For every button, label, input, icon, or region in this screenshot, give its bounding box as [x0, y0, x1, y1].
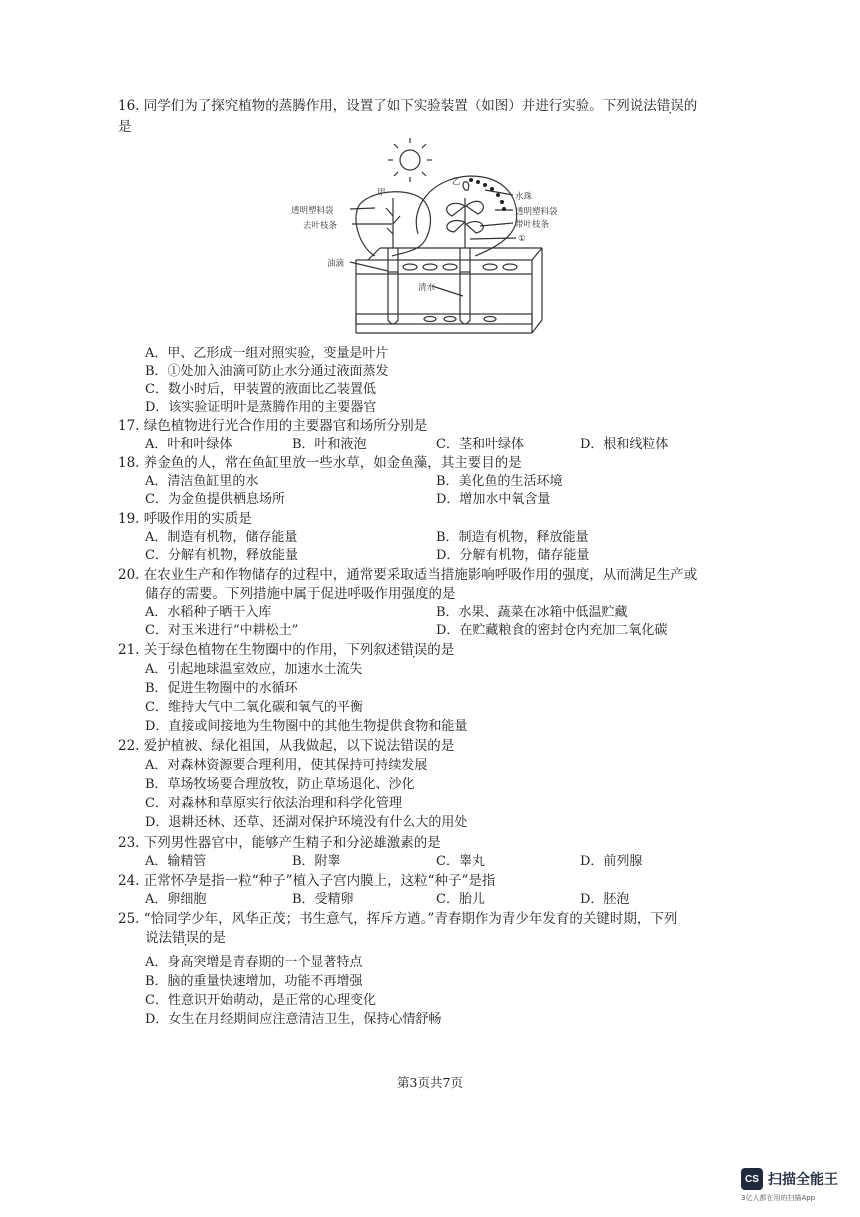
label-mark1: ①	[518, 234, 526, 244]
q20-option-a: A．水稻种子晒干入库	[145, 605, 272, 620]
label-bag-right: 透明塑料袋	[515, 207, 558, 217]
q18-option-b: B．美化鱼的生活环境	[436, 474, 563, 489]
question-19: 19. 呼吸作用的实质是	[118, 511, 252, 527]
q20-option-c: C．对玉米进行“中耕松土”	[145, 623, 299, 638]
q22-option-b: B．草场牧场要合理放牧，防止草场退化、沙化	[145, 777, 415, 792]
q23-option-d: D．前列腺	[580, 854, 643, 869]
emphasis-text: 错误	[400, 642, 428, 658]
label-water-drop: 水珠	[515, 192, 533, 202]
q25-option-c: C．性意识开始萌动，是正常的心理变化	[145, 993, 376, 1008]
q17-option-d: D．根和线粒体	[580, 437, 669, 452]
question-20: 20. 在农业生产和作物储存的过程中，通常要采取适当措施影响呼吸作用的强度，从而满足生产或	[118, 567, 698, 583]
q22-option-a: A．对森林资源要合理利用，使其保持可持续发展	[145, 758, 428, 773]
q24-option-b: B．受精卵	[292, 892, 354, 907]
question-20-cont: 储存的需要。下列措施中属于促进呼吸作用强度的是	[145, 586, 456, 602]
q25-option-b: B．脑的重量快速增加，功能不再增强	[145, 974, 363, 989]
q19-option-b: B．制造有机物，释放能量	[436, 530, 589, 545]
question-25: 25. “恰同学少年，风华正茂；书生意气，挥斥方遒。”青春期作为青少年发育的关键时期，下列	[118, 911, 678, 927]
q17-option-c: C．茎和叶绿体	[436, 437, 524, 452]
q16-option-d: D．该实验证明叶是蒸腾作用的主要器官	[145, 400, 377, 415]
q18-option-d: D．增加水中氧含量	[436, 492, 551, 507]
q21-option-a: A．引起地球温室效应，加速水土流失	[145, 662, 363, 677]
label-water: 清水	[418, 283, 436, 293]
q24-option-d: D．胚泡	[580, 892, 630, 907]
label-bag-left: 透明塑料袋	[291, 206, 334, 216]
question-25-cont: 说法错误的是	[145, 930, 226, 946]
transpiration-apparatus-figure	[280, 138, 600, 340]
q23-option-a: A．输精管	[145, 854, 207, 869]
label-jia: 甲	[377, 188, 386, 198]
q19-option-d: D．分解有机物，储存能量	[436, 548, 590, 563]
emphasis-text: 错误	[172, 930, 199, 946]
q23-option-c: C．睾丸	[436, 854, 485, 869]
q21-option-b: B．促进生物圈中的水循环	[145, 681, 298, 696]
q20-option-d: D．在贮藏粮食的密封仓内充加二氧化碳	[436, 623, 668, 638]
q19-option-a: A．制造有机物，储存能量	[145, 530, 298, 545]
question-16: 16. 同学们为了探究植物的蒸腾作用，设置了如下实验装置（如图）并进行实验。下列说法错误的	[118, 98, 698, 114]
q17-option-a: A．叶和叶绿体	[145, 437, 233, 452]
q18-option-c: C．为金鱼提供栖息场所	[145, 492, 285, 507]
question-22: 22. 爱护植被、绿化祖国，从我做起，以下说法错误的是	[118, 738, 455, 754]
q16-option-b: B．①处加入油滴可防止水分通过液面蒸发	[145, 364, 389, 379]
q24-option-a: A．卵细胞	[145, 892, 207, 907]
q20-option-b: B．水果、蔬菜在冰箱中低温贮藏	[436, 605, 628, 620]
q16-option-a: A．甲、乙形成一组对照实验，变量是叶片	[145, 346, 389, 361]
emphasis-text: 错误	[656, 98, 684, 114]
label-oil: 油滴	[327, 259, 345, 269]
question-23: 23. 下列男性器官中，能够产生精子和分泌雄激素的是	[118, 835, 441, 851]
cs-logo-icon: CS	[741, 1168, 763, 1190]
question-24: 24. 正常怀孕是指一粒“种子”植入子宫内膜上，这粒“种子”是指	[118, 873, 496, 889]
q18-option-a: A．清洁鱼缸里的水	[145, 474, 259, 489]
q21-option-d: D．直接或间接地为生物圈中的其他生物提供食物和能量	[145, 719, 468, 734]
question-16-stem-cont: 是	[118, 119, 132, 135]
q16-option-c: C．数小时后，甲装置的液面比乙装置低	[145, 382, 376, 397]
watermark-brand: 扫描全能王	[768, 1172, 838, 1188]
label-yi: 乙	[452, 177, 461, 187]
label-twig-no-leaf: 去叶枝条	[303, 221, 338, 231]
q24-option-c: C．胎儿	[436, 892, 485, 907]
q17-option-b: B．叶和液泡	[292, 437, 367, 452]
watermark-tagline: 3亿人都在用的扫描App	[741, 1194, 816, 1202]
q22-option-d: D．退耕还林、还草、还湖对保护环境没有什么大的用处	[145, 815, 468, 830]
q22-option-c: C．对森林和草原实行依法治理和科学化管理	[145, 796, 402, 811]
question-17: 17. 绿色植物进行光合作用的主要器官和场所分别是	[118, 418, 428, 434]
q21-option-c: C．维持大气中二氧化碳和氧气的平衡	[145, 700, 363, 715]
q25-option-a: A．身高突增是青春期的一个显著特点	[145, 955, 363, 970]
label-twig-leaf: 带叶枝条	[515, 220, 550, 230]
scanner-watermark	[741, 1168, 838, 1190]
sun-icon	[400, 150, 420, 170]
question-18: 18. 养金鱼的人，常在鱼缸里放一些水草，如金鱼藻，其主要目的是	[118, 455, 522, 471]
q23-option-b: B．附睾	[292, 854, 341, 869]
page-number: 第3页共7页	[397, 1075, 463, 1090]
q19-option-c: C．分解有机物，释放能量	[145, 548, 298, 563]
question-21: 21. 关于绿色植物在生物圈中的作用，下列叙述错误的是	[118, 642, 455, 658]
q25-option-d: D．女生在月经期间应注意清洁卫生，保持心情舒畅	[145, 1012, 442, 1027]
